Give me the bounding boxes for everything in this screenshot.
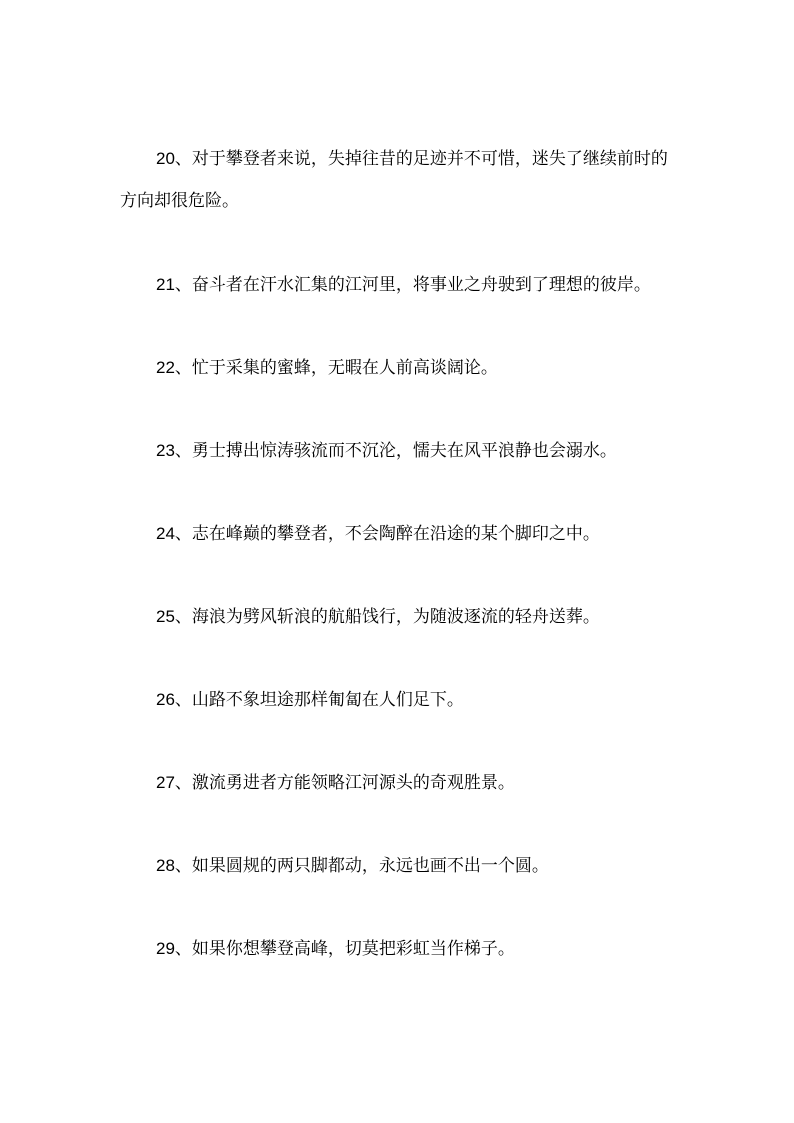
item-separator: 、 xyxy=(174,607,192,627)
item-number: 28 xyxy=(156,856,175,875)
item-text: 海浪为劈风斩浪的航船饯行，为随波逐流的轻舟送葬。 xyxy=(191,607,600,627)
item-text: 对于攀登者来说，失掉往昔的足迹并不可惜，迷失了继续前时的方向却很危险。 xyxy=(120,149,668,211)
item-number: 29 xyxy=(156,939,175,958)
item-number: 20 xyxy=(156,149,175,168)
item-number: 27 xyxy=(156,773,175,792)
item-separator: 、 xyxy=(174,149,192,169)
item-text: 忙于采集的蜜蜂，无暇在人前高谈阔论。 xyxy=(191,358,498,378)
item-separator: 、 xyxy=(174,358,192,378)
item-text: 志在峰巅的攀登者，不会陶醉在沿途的某个脚印之中。 xyxy=(191,524,600,544)
list-item xyxy=(120,264,680,306)
item-separator: 、 xyxy=(174,441,192,461)
list-item xyxy=(120,513,680,555)
item-number: 23 xyxy=(156,441,175,460)
item-separator: 、 xyxy=(174,275,192,295)
item-separator: 、 xyxy=(174,773,192,793)
item-number: 21 xyxy=(156,275,175,294)
list-item xyxy=(120,928,680,970)
item-separator: 、 xyxy=(174,524,192,544)
item-text: 如果你想攀登高峰，切莫把彩虹当作梯子。 xyxy=(191,939,515,959)
item-number: 25 xyxy=(156,607,175,626)
item-separator: 、 xyxy=(174,690,192,710)
list-item xyxy=(120,596,680,638)
item-text: 山路不象坦途那样匍匐在人们足下。 xyxy=(191,690,464,710)
item-number: 22 xyxy=(156,358,175,377)
item-text: 如果圆规的两只脚都动，永远也画不出一个圆。 xyxy=(191,856,549,876)
item-number: 24 xyxy=(156,524,175,543)
list-item xyxy=(120,845,680,887)
item-text: 奋斗者在汗水汇集的江河里，将事业之舟驶到了理想的彼岸。 xyxy=(191,275,651,295)
item-text: 激流勇进者方能领略江河源头的奇观胜景。 xyxy=(191,773,515,793)
item-separator: 、 xyxy=(174,939,192,959)
list-item xyxy=(120,430,680,472)
item-text: 勇士搏出惊涛骇流而不沉沦，懦夫在风平浪静也会溺水。 xyxy=(191,441,617,461)
list-item xyxy=(120,347,680,389)
item-number: 26 xyxy=(156,690,175,709)
list-item xyxy=(120,138,680,222)
list-item xyxy=(120,679,680,721)
list-item xyxy=(120,762,680,804)
item-separator: 、 xyxy=(174,856,192,876)
